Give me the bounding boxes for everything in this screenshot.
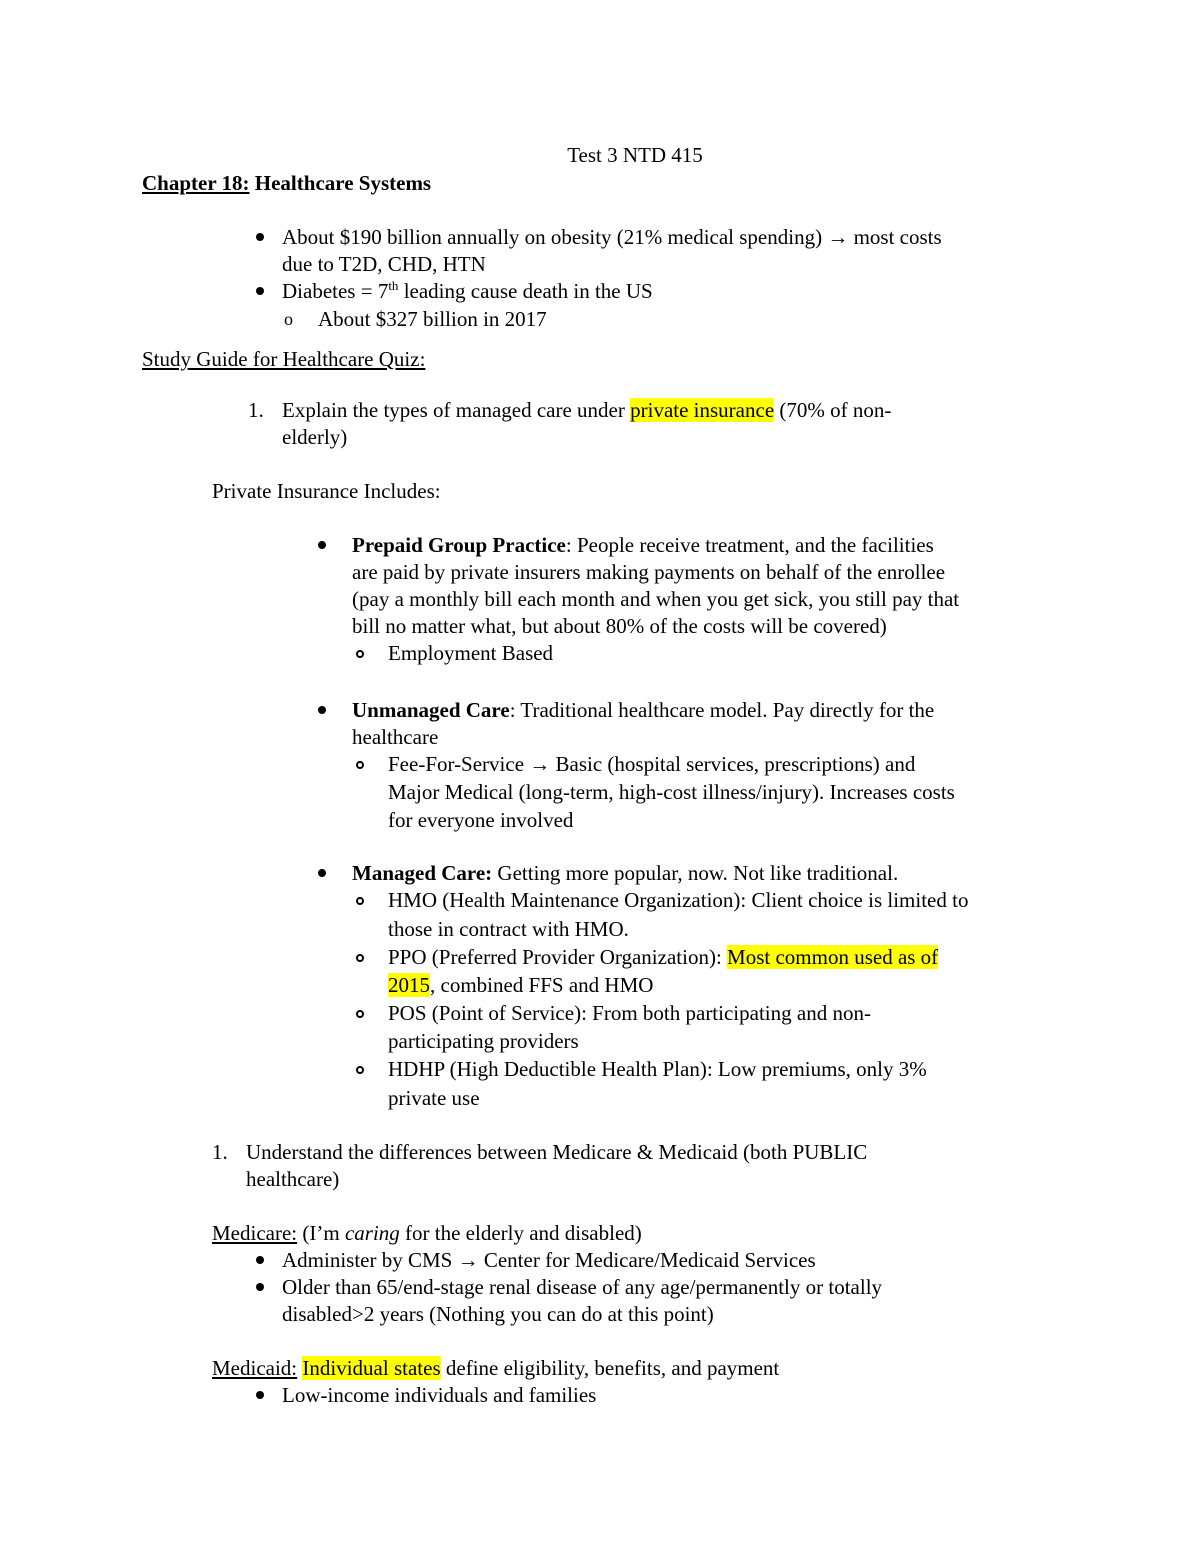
text: : Traditional healthcare model. Pay directly for the bbox=[509, 698, 935, 722]
question-1-line-1 bbox=[282, 397, 891, 424]
bullet-icon bbox=[256, 1391, 264, 1399]
prepaid-line-1 bbox=[352, 532, 934, 559]
bullet-icon bbox=[318, 869, 326, 877]
prepaid-term: Prepaid Group Practice bbox=[352, 533, 566, 557]
highlight-most-common: Most common used as of bbox=[727, 945, 939, 969]
intro-bullet-1-line-1 bbox=[282, 224, 942, 251]
question-2-line-1: Understand the differences between Medicare & Medicaid (both PUBLIC bbox=[246, 1140, 868, 1164]
prepaid-line-4: bill no matter what, but about 80% of the costs will be covered) bbox=[352, 614, 887, 638]
text: Fee-For-Service bbox=[388, 752, 530, 776]
sub-bullet-icon bbox=[356, 1010, 364, 1018]
private-insurance-heading: Private Insurance Includes: bbox=[212, 479, 441, 503]
bullet-icon bbox=[318, 706, 326, 714]
unmanaged-sub-line-1 bbox=[388, 751, 915, 778]
text: define eligibility, benefits, and payment bbox=[440, 1356, 780, 1380]
intro-sub-bullet: About $327 billion in 2017 bbox=[318, 307, 547, 331]
medicaid-heading bbox=[212, 1355, 779, 1382]
prepaid-sub: Employment Based bbox=[388, 641, 554, 665]
superscript: th bbox=[388, 278, 399, 293]
text: most costs bbox=[848, 225, 942, 249]
medicare-bullet-2-line-1: Older than 65/end-stage renal disease of any age/permanently or totally bbox=[282, 1275, 883, 1299]
sub-bullet-icon: o bbox=[284, 309, 293, 329]
chapter-label: Chapter 18: bbox=[142, 171, 250, 195]
sub-bullet-icon bbox=[356, 650, 364, 658]
question-2-line-2: healthcare) bbox=[246, 1167, 340, 1191]
text: About $190 billion annually on obesity (21% medical spending) bbox=[282, 225, 828, 249]
study-guide-heading: Study Guide for Healthcare Quiz: bbox=[142, 347, 426, 371]
hmo-line-1: HMO (Health Maintenance Organization): Client choice is limited to bbox=[388, 888, 969, 912]
chapter-title: Healthcare Systems bbox=[249, 171, 432, 195]
text: Getting more popular, now. Not like traditional. bbox=[492, 861, 899, 885]
text: Diabetes = 7 bbox=[282, 279, 389, 303]
pos-line-1: POS (Point of Service): From both participating and non- bbox=[388, 1001, 871, 1025]
ppo-line-1 bbox=[388, 944, 938, 971]
prepaid-line-2: are paid by private insurers making payments on behalf of the enrollee bbox=[352, 560, 946, 584]
unmanaged-line-2: healthcare bbox=[352, 725, 439, 749]
sub-bullet-icon bbox=[356, 954, 364, 962]
text: Basic (hospital services, prescriptions) and bbox=[550, 752, 916, 776]
list-number: 1. bbox=[212, 1140, 228, 1164]
medicare-bullet-2-line-2: disabled>2 years (Nothing you can do at this point) bbox=[282, 1302, 714, 1326]
managed-line-1 bbox=[352, 860, 898, 887]
sub-bullet-icon bbox=[356, 761, 364, 769]
question-1-line-2: elderly) bbox=[282, 425, 348, 449]
highlight-individual-states: Individual states bbox=[302, 1356, 441, 1380]
italic-text: caring bbox=[344, 1221, 400, 1245]
bullet-icon bbox=[256, 233, 264, 241]
text: , combined FFS and HMO bbox=[430, 973, 654, 997]
prepaid-line-3: (pay a monthly bill each month and when you get sick, you still pay that bbox=[352, 587, 960, 611]
text: leading cause death in the US bbox=[398, 279, 653, 303]
medicaid-bullet-1: Low-income individuals and families bbox=[282, 1383, 597, 1407]
hdhp-line-1: HDHP (High Deductible Health Plan): Low premiums, only 3% bbox=[388, 1057, 927, 1081]
text: PPO (Preferred Provider Organization): bbox=[388, 945, 728, 969]
bullet-icon bbox=[256, 287, 264, 295]
text: (I’m bbox=[297, 1221, 345, 1245]
medicare-label: Medicare: bbox=[212, 1221, 298, 1245]
medicaid-label: Medicaid: bbox=[212, 1356, 298, 1380]
document-title: Test 3 NTD 415 bbox=[567, 143, 703, 167]
ppo-line-2 bbox=[388, 972, 653, 999]
intro-bullet-2 bbox=[282, 278, 653, 305]
bullet-icon bbox=[256, 1256, 264, 1264]
text: Administer by CMS bbox=[282, 1248, 458, 1272]
bullet-icon bbox=[318, 541, 326, 549]
unmanaged-sub-line-2: Major Medical (long-term, high-cost illness/injury). Increases costs bbox=[388, 780, 955, 804]
managed-term: Managed Care: bbox=[352, 861, 493, 885]
unmanaged-sub-line-3: for everyone involved bbox=[388, 808, 574, 832]
intro-bullet-1-line-2: due to T2D, CHD, HTN bbox=[282, 252, 486, 276]
highlight-private-insurance: private insurance bbox=[630, 398, 775, 422]
text: for the elderly and disabled) bbox=[399, 1221, 642, 1245]
text: Explain the types of managed care under bbox=[282, 398, 631, 422]
highlight-2015: 2015 bbox=[388, 973, 430, 997]
arrow-icon: → bbox=[827, 225, 849, 249]
sub-bullet-icon bbox=[356, 1066, 364, 1074]
text: : People receive treatment, and the facilities bbox=[565, 533, 934, 557]
hdhp-line-2: private use bbox=[388, 1086, 480, 1110]
unmanaged-term: Unmanaged Care bbox=[352, 698, 510, 722]
arrow-icon: → bbox=[529, 752, 551, 776]
text: (70% of non- bbox=[774, 398, 892, 422]
arrow-icon: → bbox=[457, 1248, 479, 1272]
bullet-icon bbox=[256, 1283, 264, 1291]
chapter-heading bbox=[142, 170, 431, 197]
medicare-heading bbox=[212, 1220, 642, 1247]
list-number: 1. bbox=[248, 398, 264, 422]
hmo-line-2: those in contract with HMO. bbox=[388, 917, 629, 941]
pos-line-2: participating providers bbox=[388, 1029, 579, 1053]
sub-bullet-icon bbox=[356, 897, 364, 905]
medicare-bullet-1 bbox=[282, 1247, 816, 1274]
text: Center for Medicare/Medicaid Services bbox=[478, 1248, 816, 1272]
unmanaged-line-1 bbox=[352, 697, 934, 724]
